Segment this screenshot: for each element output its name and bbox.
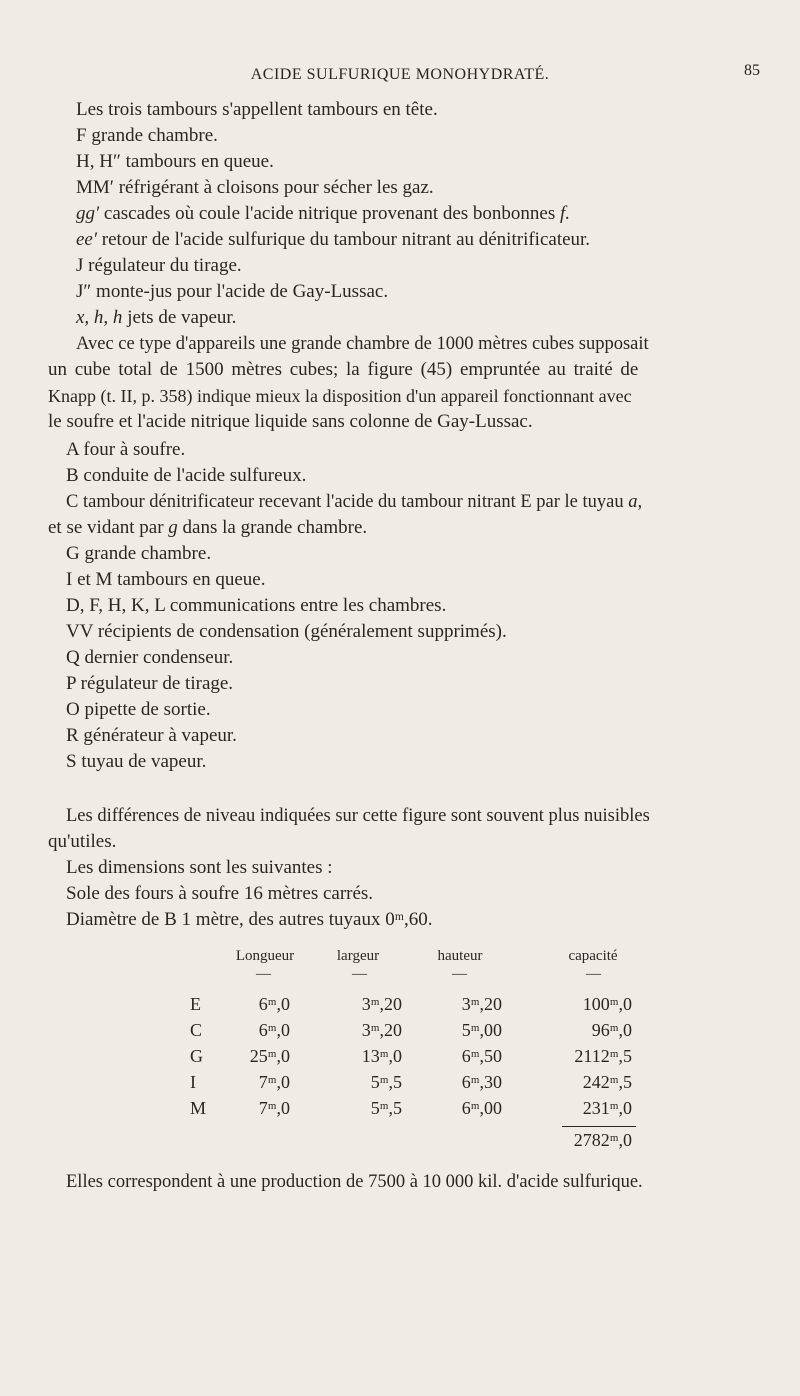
cell-longueur: 7ᵐ,0 bbox=[258, 1072, 290, 1092]
text-line: O pipette de sortie. bbox=[66, 699, 211, 720]
cell-capacite: 100ᵐ,0 bbox=[582, 994, 632, 1014]
row-label: I bbox=[190, 1072, 196, 1092]
cell-longueur: 25ᵐ,0 bbox=[249, 1046, 290, 1066]
text-line: H, H″ tambours en queue. bbox=[76, 151, 274, 172]
text-line bbox=[76, 228, 590, 252]
legend-text: cascades où coule l'acide nitrique provenant des bonbonnes bbox=[99, 203, 561, 224]
paragraph-line: le soufre et l'acide nitrique liquide sans colonne de Gay-Lussac. bbox=[48, 411, 533, 432]
cell-largeur: 3ᵐ,20 bbox=[361, 1020, 402, 1040]
text-line bbox=[76, 306, 236, 330]
paragraph-line: qu'utiles. bbox=[48, 831, 117, 852]
row-label: E bbox=[190, 994, 201, 1014]
column-header: Longueur bbox=[235, 948, 295, 964]
cell-longueur: 6ᵐ,0 bbox=[258, 1020, 290, 1040]
paragraph-line: Diamètre de B 1 mètre, des autres tuyaux 0ᵐ,60. bbox=[66, 909, 433, 930]
text-line: Q dernier condenseur. bbox=[66, 647, 234, 668]
symbol: f. bbox=[560, 203, 571, 224]
text-line: D, F, H, K, L communications entre les chambres. bbox=[66, 595, 447, 616]
cell-largeur: 5ᵐ,5 bbox=[370, 1098, 402, 1118]
column-header: hauteur bbox=[437, 948, 483, 964]
page-header bbox=[0, 62, 800, 90]
text-line: G grande chambre. bbox=[66, 543, 212, 564]
row-label: M bbox=[190, 1098, 207, 1118]
row-label: C bbox=[190, 1020, 203, 1040]
symbol: x, h, h bbox=[76, 307, 123, 328]
cell-hauteur: 5ᵐ,00 bbox=[461, 1020, 502, 1040]
text-line bbox=[76, 202, 570, 226]
conclusion-line: Elles correspondent à une production de 7500 à 10 000 kil. d'acide sulfurique. bbox=[66, 1172, 643, 1192]
text-line: B conduite de l'acide sulfureux. bbox=[66, 465, 307, 486]
running-title: ACIDE SULFURIQUE MONOHYDRATÉ. bbox=[250, 66, 550, 83]
cell-longueur: 6ᵐ,0 bbox=[258, 994, 290, 1014]
text-line: MM′ réfrigérant à cloisons pour sécher les gaz. bbox=[76, 177, 434, 198]
text-line: J″ monte-jus pour l'acide de Gay-Lussac. bbox=[76, 281, 389, 302]
text-line: VV récipients de condensation (généralement supprimés). bbox=[66, 621, 507, 642]
total-capacity: 2782ᵐ,0 bbox=[573, 1130, 632, 1150]
paragraph-line: un cube total de 1500 mètres cubes; la figure (45) empruntée au traité de bbox=[48, 359, 639, 380]
text-line bbox=[48, 516, 367, 540]
paragraph-line: Sole des fours à soufre 16 mètres carrés. bbox=[66, 883, 374, 904]
symbol: gg′ bbox=[76, 203, 100, 224]
text-line: I et M tambours en queue. bbox=[66, 569, 266, 590]
sum-rule bbox=[562, 1126, 636, 1127]
legend-text: dans la grande chambre. bbox=[177, 517, 368, 538]
dash: — bbox=[256, 966, 271, 982]
legend-text: retour de l'acide sulfurique du tambour nitrant au dénitrificateur. bbox=[97, 229, 591, 250]
legend-text: C tambour dénitrificateur recevant l'acide du tambour nitrant E par le tuyau bbox=[66, 492, 629, 512]
symbol: a, bbox=[628, 492, 643, 512]
text-line: S tuyau de vapeur. bbox=[66, 751, 207, 772]
text-line: P régulateur de tirage. bbox=[66, 673, 234, 694]
text-line: R générateur à vapeur. bbox=[66, 725, 237, 746]
cell-largeur: 13ᵐ,0 bbox=[361, 1046, 402, 1066]
cell-largeur: 3ᵐ,20 bbox=[361, 994, 402, 1014]
cell-capacite: 2112ᵐ,5 bbox=[574, 1046, 632, 1066]
column-header: capacité bbox=[568, 948, 618, 964]
cell-capacite: 96ᵐ,0 bbox=[591, 1020, 632, 1040]
cell-hauteur: 3ᵐ,20 bbox=[461, 994, 502, 1014]
text-line: Les trois tambours s'appellent tambours en tête. bbox=[76, 99, 438, 120]
cell-longueur: 7ᵐ,0 bbox=[258, 1098, 290, 1118]
page-number: 85 bbox=[744, 62, 760, 79]
dash: — bbox=[452, 966, 467, 982]
paragraph-line: Les dimensions sont les suivantes : bbox=[66, 857, 333, 878]
legend-text: et se vidant par bbox=[48, 517, 169, 538]
text-line bbox=[66, 490, 642, 514]
cell-hauteur: 6ᵐ,50 bbox=[461, 1046, 502, 1066]
cell-largeur: 5ᵐ,5 bbox=[370, 1072, 402, 1092]
text-line: J régulateur du tirage. bbox=[76, 255, 242, 276]
paragraph-line: Knapp (t. II, p. 358) indique mieux la disposition d'un appareil fonctionnant avec bbox=[48, 386, 632, 406]
legend-text: jets de vapeur. bbox=[122, 307, 237, 328]
cell-capacite: 242ᵐ,5 bbox=[582, 1072, 632, 1092]
paragraph-line: Les différences de niveau indiquées sur cette figure sont souvent plus nuisibles bbox=[66, 806, 650, 826]
dash: — bbox=[352, 966, 367, 982]
cell-capacite: 231ᵐ,0 bbox=[582, 1098, 632, 1118]
cell-hauteur: 6ᵐ,30 bbox=[461, 1072, 502, 1092]
row-label: G bbox=[190, 1046, 203, 1066]
symbol: ee′ bbox=[76, 229, 98, 250]
symbol: g bbox=[168, 517, 178, 538]
text-line: A four à soufre. bbox=[66, 439, 186, 460]
paragraph-line: Avec ce type d'appareils une grande chambre de 1000 mètres cubes supposait bbox=[76, 334, 649, 354]
dash: — bbox=[586, 966, 601, 982]
column-header: largeur bbox=[336, 948, 380, 964]
text-line: F grande chambre. bbox=[76, 125, 218, 146]
cell-hauteur: 6ᵐ,00 bbox=[461, 1098, 502, 1118]
